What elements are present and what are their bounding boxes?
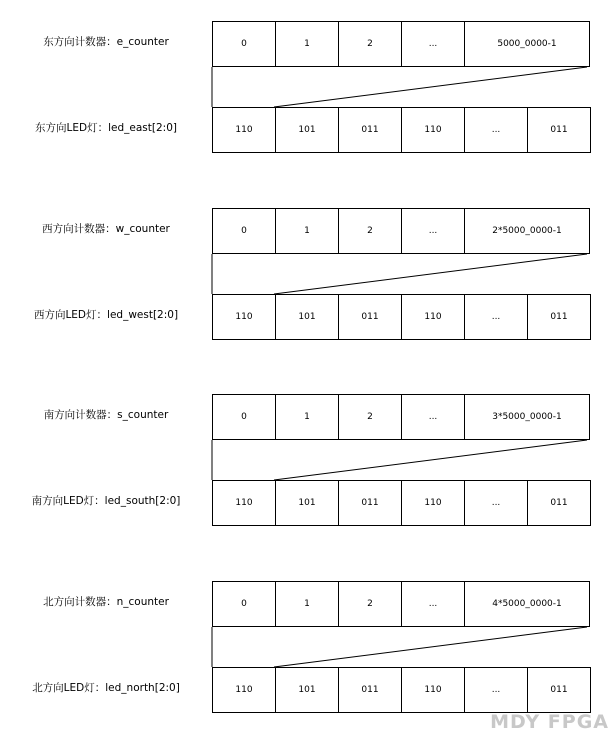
counter-cell: 0 (213, 21, 276, 67)
counter-cell: 2 (339, 394, 402, 440)
expansion-line-right (274, 627, 587, 667)
timing-group-north (0, 581, 615, 721)
led-cell: 110 (402, 107, 465, 153)
led-cell: ... (465, 107, 528, 153)
led-cell: 101 (276, 667, 339, 713)
led-cell: 101 (276, 294, 339, 340)
led-cell: ... (465, 294, 528, 340)
led-cell: 110 (213, 667, 276, 713)
watermark-logo: MDY FPGA (490, 711, 609, 733)
expansion-line-right (274, 440, 587, 480)
counter-cell: 0 (213, 208, 276, 254)
led-cell: 011 (339, 667, 402, 713)
counter-cell-max: 5000_0000-1 (465, 21, 590, 67)
led-cell: 110 (213, 294, 276, 340)
led-label-west: 西方向LED灯：led_west[2:0] (33, 309, 179, 321)
led-cell: 101 (276, 107, 339, 153)
counter-label-west: 西方向计数器：w_counter (42, 223, 170, 235)
timing-group-west (0, 208, 615, 348)
led-cell: 011 (339, 480, 402, 526)
counter-cell: 2 (339, 208, 402, 254)
counter-cell-max: 4*5000_0000-1 (465, 581, 590, 627)
counter-cell: 2 (339, 21, 402, 67)
led-cell: 110 (213, 107, 276, 153)
counter-cell: ... (402, 208, 465, 254)
counter-cell: ... (402, 581, 465, 627)
led-cell: ... (465, 480, 528, 526)
led-cell: 110 (402, 667, 465, 713)
led-cell: 011 (528, 480, 591, 526)
led-cell: 101 (276, 480, 339, 526)
counter-cell: 1 (276, 21, 339, 67)
counter-label-north: 北方向计数器：n_counter (43, 596, 169, 608)
counter-label-south: 南方向计数器：s_counter (43, 409, 169, 421)
counter-cell: 1 (276, 394, 339, 440)
led-cell: 011 (339, 107, 402, 153)
led-cell: 011 (339, 294, 402, 340)
led-row-north (212, 667, 591, 713)
counter-cell: ... (402, 21, 465, 67)
counter-cell: 0 (213, 394, 276, 440)
counter-cell-max: 3*5000_0000-1 (465, 394, 590, 440)
led-cell: 110 (402, 294, 465, 340)
led-row-west (212, 294, 591, 340)
counter-label-east: 东方向计数器：e_counter (43, 36, 169, 48)
led-row-east (212, 107, 591, 153)
timing-group-south (0, 394, 615, 534)
counter-cell: 0 (213, 581, 276, 627)
led-cell: ... (465, 667, 528, 713)
counter-cell: 2 (339, 581, 402, 627)
led-row-south (212, 480, 591, 526)
led-cell: 011 (528, 107, 591, 153)
led-cell: 011 (528, 667, 591, 713)
expansion-line-right (274, 254, 587, 294)
timing-group-east (0, 21, 615, 161)
led-cell: 110 (402, 480, 465, 526)
led-cell: 011 (528, 294, 591, 340)
led-cell: 110 (213, 480, 276, 526)
counter-cell-max: 2*5000_0000-1 (465, 208, 590, 254)
counter-cell: ... (402, 394, 465, 440)
led-label-east: 东方向LED灯：led_east[2:0] (35, 122, 177, 134)
led-label-north: 北方向LED灯：led_north[2:0] (32, 682, 180, 694)
counter-cell: 1 (276, 581, 339, 627)
counter-cell: 1 (276, 208, 339, 254)
expansion-line-right (274, 67, 587, 107)
led-label-south: 南方向LED灯：led_south[2:0] (31, 495, 181, 507)
